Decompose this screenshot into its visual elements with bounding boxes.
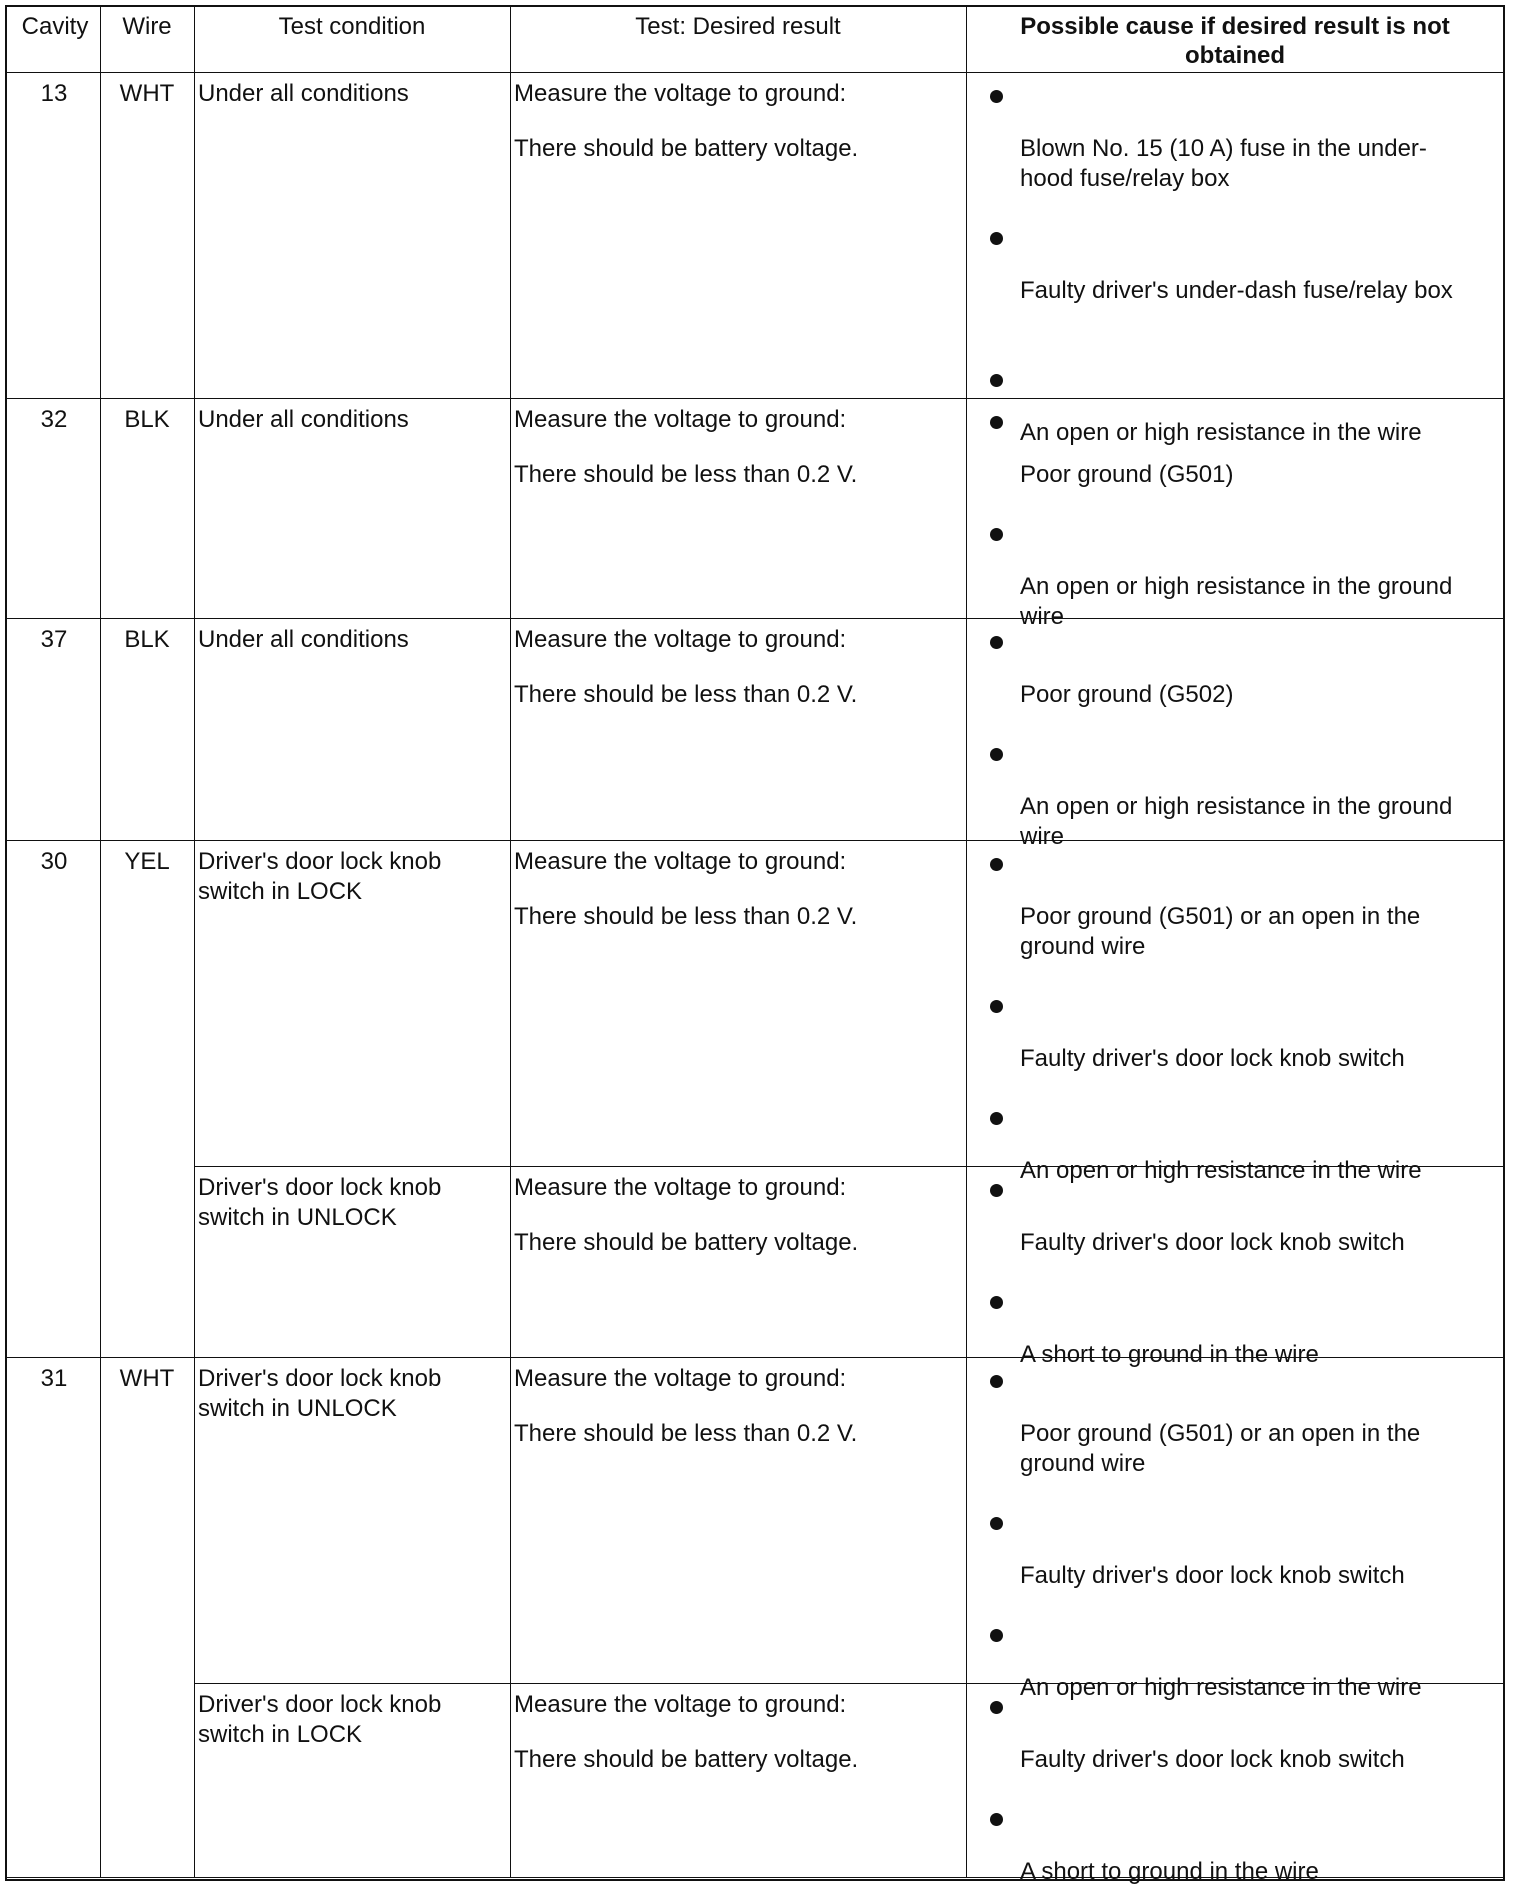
possible-cause-item: Poor ground (G501) or an open in the ground wire [1020, 1420, 1421, 1477]
column-divider [966, 5, 967, 72]
column-divider [510, 840, 511, 1166]
possible-cause-item: A short to ground in the wire [1020, 1858, 1319, 1885]
column-divider [966, 1166, 967, 1357]
expected-result: There should be less than 0.2 V. [514, 461, 858, 488]
header-test-condition: Test condition [278, 13, 426, 40]
measure-instruction: Measure the voltage to ground: [514, 626, 847, 653]
possible-cause-item: Faulty driver's door lock knob switch [1020, 1229, 1405, 1256]
measure-instruction: Measure the voltage to ground: [514, 848, 847, 875]
header-cavity: Cavity [21, 13, 89, 40]
expected-result: There should be battery voltage. [514, 1746, 859, 1773]
bullet-icon [990, 1112, 1003, 1125]
column-divider [194, 72, 195, 398]
cavity-cell: 37 [40, 626, 68, 653]
bullet-icon [990, 374, 1003, 387]
possible-cause-item: Faulty driver's door lock knob switch [1020, 1746, 1405, 1773]
column-divider [510, 1683, 511, 1877]
bullet-icon [990, 1375, 1003, 1388]
expected-result: There should be battery voltage. [514, 135, 859, 162]
row-divider [194, 1683, 1505, 1684]
column-divider [100, 1357, 101, 1877]
wire-cell: YEL [124, 848, 170, 875]
measure-instruction: Measure the voltage to ground: [514, 1365, 847, 1392]
row-divider [194, 1166, 1505, 1167]
possible-cause-item: An open or high resistance in the wire [1020, 1157, 1422, 1184]
test-condition-cell: Driver's door lock knob switch in LOCK [198, 1691, 442, 1748]
bullet-icon [990, 1629, 1003, 1642]
column-divider [510, 5, 511, 72]
column-divider [966, 840, 967, 1166]
possible-cause-item: Faulty driver's door lock knob switch [1020, 1562, 1405, 1589]
column-divider [100, 72, 101, 398]
possible-cause-item: An open or high resistance in the ground wire [1020, 573, 1453, 630]
bullet-icon [990, 748, 1003, 761]
measure-instruction: Measure the voltage to ground: [514, 406, 847, 433]
bullet-icon [990, 1813, 1003, 1826]
column-divider [194, 840, 195, 1357]
column-divider [194, 398, 195, 618]
bullet-icon [990, 1296, 1003, 1309]
wire-cell: WHT [119, 1365, 175, 1392]
column-divider [510, 1357, 511, 1683]
bullet-icon [990, 1184, 1003, 1197]
bullet-icon [990, 636, 1003, 649]
expected-result: There should be less than 0.2 V. [514, 681, 858, 708]
column-divider [510, 1166, 511, 1357]
possible-cause-item: Blown No. 15 (10 A) fuse in the under-hood fuse/relay box [1020, 135, 1427, 192]
expected-result: There should be less than 0.2 V. [514, 1420, 858, 1447]
possible-cause-item: An open or high resistance in the wire [1020, 419, 1422, 446]
column-divider [966, 1357, 967, 1683]
row-divider [5, 72, 1505, 73]
column-divider [510, 618, 511, 840]
cavity-cell: 13 [40, 80, 68, 107]
wire-cell: WHT [119, 80, 175, 107]
bullet-icon [990, 1517, 1003, 1530]
column-divider [966, 618, 967, 840]
bullet-icon [990, 858, 1003, 871]
bullet-icon [990, 1701, 1003, 1714]
bullet-icon [990, 1000, 1003, 1013]
column-divider [100, 840, 101, 1357]
column-divider [194, 5, 195, 72]
column-divider [194, 618, 195, 840]
bullet-icon [990, 528, 1003, 541]
column-divider [510, 398, 511, 618]
wire-cell: BLK [124, 626, 170, 653]
measure-instruction: Measure the voltage to ground: [514, 1174, 847, 1201]
column-divider [966, 398, 967, 618]
test-condition-cell: Under all conditions [198, 626, 409, 653]
column-divider [966, 72, 967, 398]
cavity-cell: 31 [40, 1365, 68, 1392]
bullet-icon [990, 232, 1003, 245]
header-possible-cause: Possible cause if desired result is not obtained [1020, 13, 1450, 69]
cavity-cell: 30 [40, 848, 68, 875]
possible-cause-item: Faulty driver's under-dash fuse/relay box [1020, 277, 1453, 304]
expected-result: There should be less than 0.2 V. [514, 903, 858, 930]
column-divider [510, 72, 511, 398]
test-condition-cell: Driver's door lock knob switch in UNLOCK [198, 1365, 442, 1422]
test-condition-cell: Under all conditions [198, 406, 409, 433]
test-condition-cell: Driver's door lock knob switch in LOCK [198, 848, 442, 905]
possible-cause-item: Poor ground (G502) [1020, 681, 1234, 708]
bullet-icon [990, 90, 1003, 103]
possible-cause-item: An open or high resistance in the wire [1020, 1674, 1422, 1701]
possible-cause-item: An open or high resistance in the ground wire [1020, 793, 1453, 850]
wire-cell: BLK [124, 406, 170, 433]
column-divider [194, 1357, 195, 1877]
header-test-result: Test: Desired result [635, 13, 841, 40]
possible-cause-item: A short to ground in the wire [1020, 1341, 1319, 1368]
column-divider [966, 1683, 967, 1877]
possible-cause-item: Faulty driver's door lock knob switch [1020, 1045, 1405, 1072]
test-condition-cell: Under all conditions [198, 80, 409, 107]
measure-instruction: Measure the voltage to ground: [514, 80, 847, 107]
row-divider [5, 398, 1505, 399]
column-divider [100, 5, 101, 72]
measure-instruction: Measure the voltage to ground: [514, 1691, 847, 1718]
test-condition-cell: Driver's door lock knob switch in UNLOCK [198, 1174, 442, 1231]
bullet-icon [990, 416, 1003, 429]
cavity-cell: 32 [40, 406, 68, 433]
possible-cause-item: Poor ground (G501) [1020, 461, 1234, 488]
header-wire: Wire [122, 13, 172, 40]
expected-result: There should be battery voltage. [514, 1229, 859, 1256]
possible-cause-item: Poor ground (G501) or an open in the ground wire [1020, 903, 1421, 960]
